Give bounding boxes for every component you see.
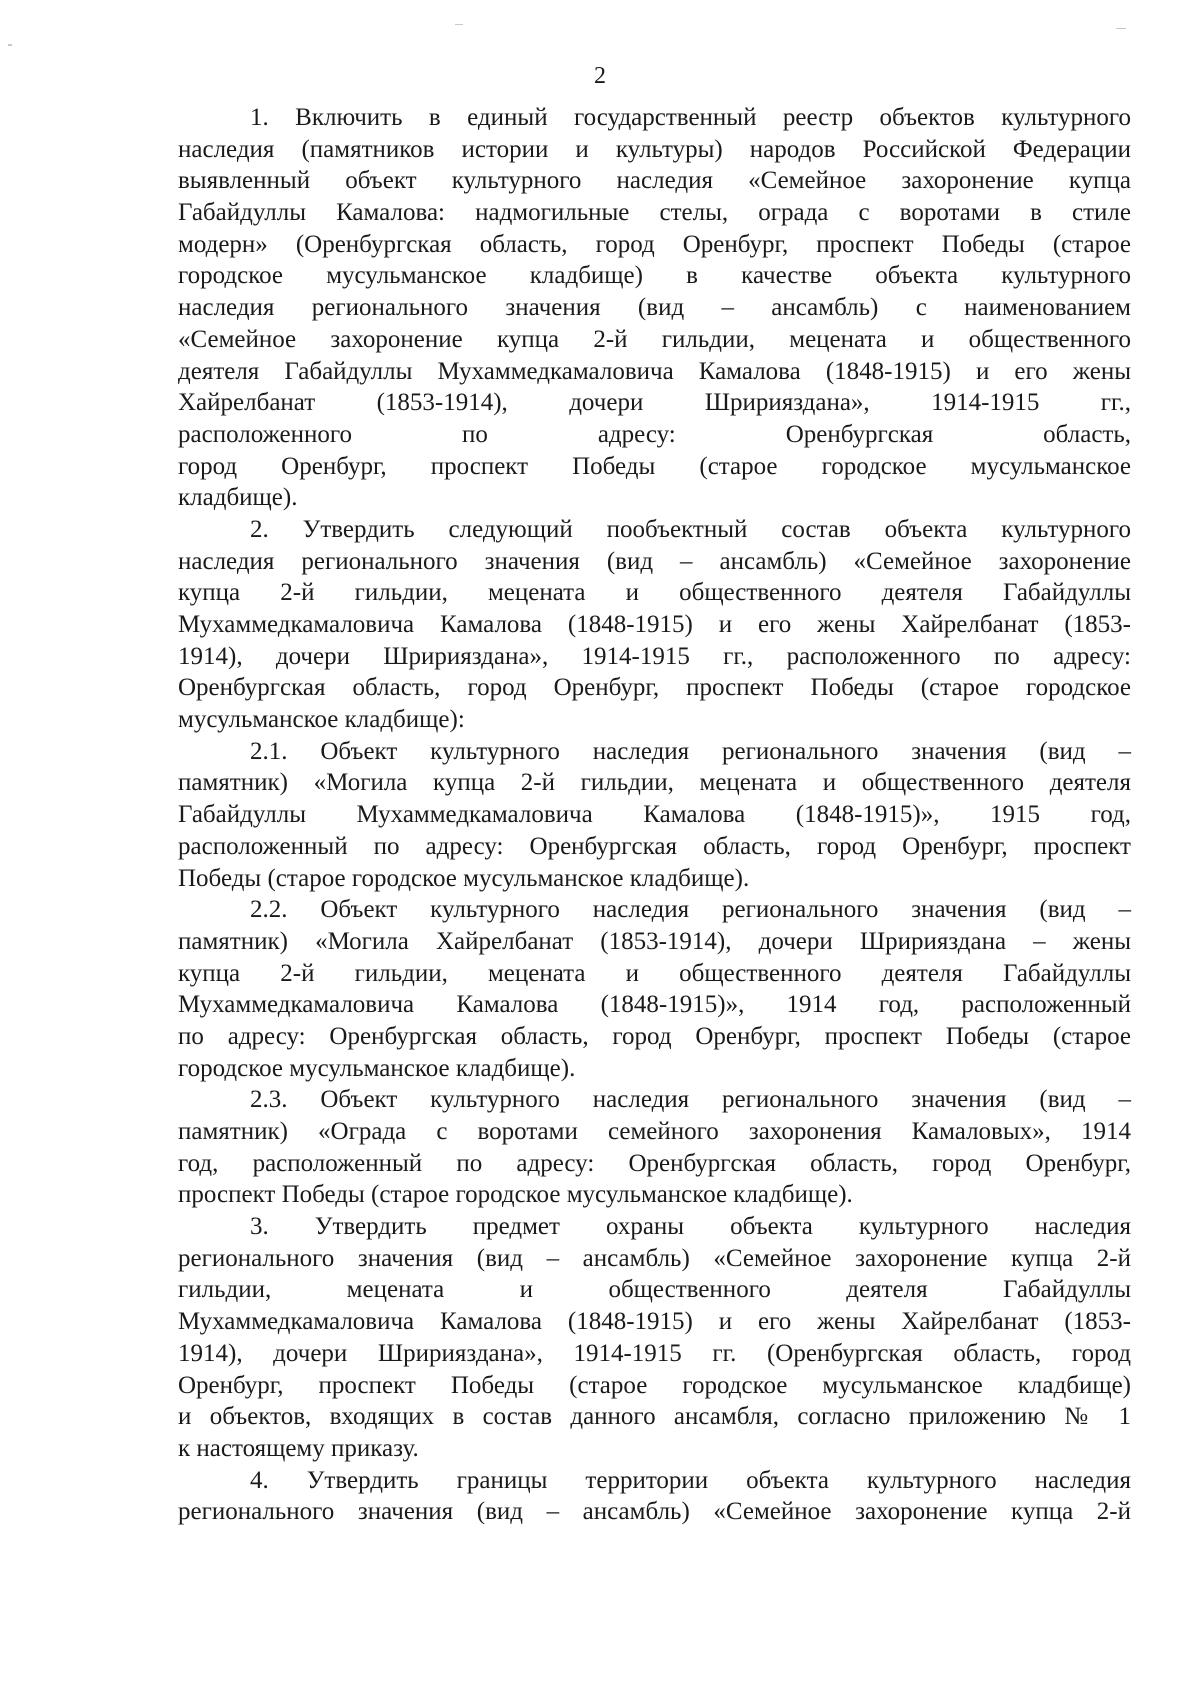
- text-line: и объектов, входящих в состав данного ансамбля, согласно приложению № 1: [178, 1403, 1131, 1431]
- text-line: купца 2-й гильдии, мецената и общественного деятеля Габайдуллы: [178, 959, 1131, 987]
- text-line: наследия регионального значения (вид – ансамбль) с наименованием: [178, 294, 1131, 322]
- text-line: год, расположенный по адресу: Оренбургская область, город Оренбург,: [178, 1149, 1131, 1177]
- text-line: Хайрелбанат (1853-1914), дочери Шририяздана», 1914-1915 гг.,: [178, 389, 1131, 417]
- text-line: 2.2. Объект культурного наследия регионального значения (вид –: [250, 896, 1131, 924]
- text-line: Мухаммедкамаловича Камалова (1848-1915)», 1914 год, расположенный: [178, 991, 1131, 1019]
- text-line: городское мусульманское кладбище).: [178, 1054, 576, 1082]
- text-line: город Оренбург, проспект Победы (старое городское мусульманское: [178, 452, 1131, 480]
- text-line: к настоящему приказу.: [178, 1434, 419, 1462]
- text-line: деятеля Габайдуллы Мухаммедкамаловича Камалова (1848-1915) и его жены: [178, 357, 1131, 385]
- text-line: Оренбургская область, город Оренбург, проспект Победы (старое городское: [178, 674, 1131, 702]
- text-line: наследия (памятников истории и культуры) народов Российской Федерации: [178, 135, 1131, 163]
- text-line: «Семейное захоронение купца 2-й гильдии, мецената и общественного: [178, 325, 1131, 353]
- text-line: расположенного по адресу: Оренбургская область,: [178, 420, 1131, 448]
- text-line: 3. Утвердить предмет охраны объекта культурного наследия: [250, 1213, 1131, 1241]
- text-line: Мухаммедкамаловича Камалова (1848-1915) и его жены Хайрелбанат (1853-: [178, 611, 1131, 638]
- paragraph-p2-2: [178, 894, 1131, 1084]
- text-line: городское мусульманское кладбище) в качестве объекта культурного: [178, 262, 1131, 290]
- text-line: памятник) «Ограда с воротами семейного захоронения Камаловых», 1914: [178, 1118, 1131, 1145]
- text-line: купца 2-й гильдии, мецената и общественного деятеля Габайдуллы: [178, 579, 1131, 607]
- paragraph-p2-3: [178, 1084, 1131, 1211]
- paragraph-p2-1: [178, 736, 1131, 894]
- page-number: 2: [594, 63, 606, 89]
- text-line: Оренбург, проспект Победы (старое городское мусульманское кладбище): [178, 1371, 1131, 1399]
- text-line: Габайдуллы Камалова: надмогильные стелы, ограда с воротами в стиле: [178, 199, 1131, 227]
- text-line: кладбище).: [178, 484, 298, 512]
- text-line: регионального значения (вид – ансамбль) «Семейное захоронение купца 2-й: [178, 1498, 1131, 1526]
- text-line: модерн» (Оренбургская область, город Оренбург, проспект Победы (старое: [178, 230, 1131, 258]
- text-line: 1914), дочери Шририяздана», 1914-1915 гг., расположенного по адресу:: [178, 642, 1131, 670]
- text-line: 2.3. Объект культурного наследия регионального значения (вид –: [250, 1086, 1131, 1114]
- text-line: наследия регионального значения (вид – ансамбль) «Семейное захоронение: [178, 547, 1131, 575]
- text-line: гильдии, мецената и общественного деятеля Габайдуллы: [178, 1276, 1131, 1304]
- paragraph-p2: [178, 514, 1131, 736]
- paragraph-p1: [178, 102, 1131, 514]
- text-line: расположенный по адресу: Оренбургская область, город Оренбург, проспект: [178, 832, 1131, 860]
- text-line: по адресу: Оренбургская область, город Оренбург, проспект Победы (старое: [178, 1022, 1131, 1050]
- text-line: Мухаммедкамаловича Камалова (1848-1915) и его жены Хайрелбанат (1853-: [178, 1308, 1131, 1336]
- text-line: 4. Утвердить границы территории объекта культурного наследия: [250, 1466, 1131, 1494]
- text-line: 1914), дочери Шририяздана», 1914-1915 гг. (Оренбургская область, город: [178, 1339, 1131, 1367]
- text-line: регионального значения (вид – ансамбль) «Семейное захоронение купца 2-й: [178, 1244, 1131, 1272]
- text-line: мусульманское кладбище):: [178, 706, 465, 734]
- text-line: Габайдуллы Мухаммедкамаловича Камалова (1848-1915)», 1915 год,: [178, 801, 1131, 829]
- text-line: Победы (старое городское мусульманское кладбище).: [178, 864, 750, 892]
- paragraph-p4: [178, 1465, 1131, 1528]
- scan-artifact-mark: [8, 44, 12, 46]
- text-line: 2.1. Объект культурного наследия регионального значения (вид –: [250, 737, 1131, 765]
- text-line: памятник) «Могила Хайрелбанат (1853-1914), дочери Шририяздана – жены: [178, 927, 1131, 955]
- text-line: выявленный объект культурного наследия «Семейное захоронение купца: [178, 167, 1131, 195]
- scan-artifact-mark: [1116, 28, 1126, 29]
- scan-artifact-mark: [455, 24, 463, 25]
- text-line: 2. Утвердить следующий пообъектный состав объекта культурного: [250, 515, 1131, 543]
- text-line: 1. Включить в единый государственный реестр объектов культурного: [250, 104, 1131, 131]
- text-line: памятник) «Могила купца 2-й гильдии, мецената и общественного деятеля: [178, 769, 1131, 797]
- paragraph-p3: [178, 1211, 1131, 1465]
- text-line: проспект Победы (старое городское мусульманское кладбище).: [178, 1181, 853, 1209]
- document-body: [178, 102, 1131, 1528]
